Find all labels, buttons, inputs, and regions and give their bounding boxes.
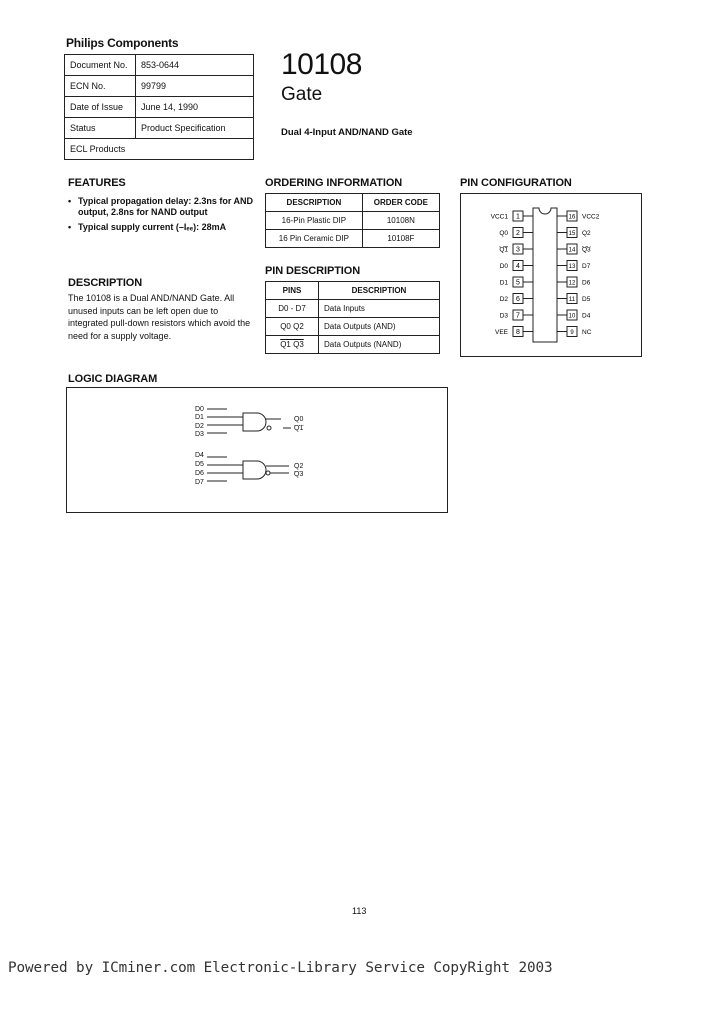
pin-number: 4: [516, 263, 520, 270]
pin-number: 12: [568, 280, 576, 287]
inverter-bubble: [267, 426, 271, 430]
pin-number: 11: [568, 297, 576, 303]
table-row: [266, 212, 440, 230]
pin-number: 16: [568, 214, 576, 221]
feature-item: • Typical supply current (–Iₑₑ): 28mA: [68, 222, 258, 233]
description-text: The 10108 is a Dual AND/NAND Gate. All unused inputs can be left open due to integrated pull-down resistors which avoid the need for a supply voltage.: [68, 293, 251, 341]
pin-number: 6: [516, 296, 520, 303]
and-nand-gate-2: [243, 461, 266, 479]
table-row: [266, 318, 440, 336]
logic-diagram: [67, 388, 447, 512]
pin-number: 2: [516, 230, 520, 237]
doc-info-value: June 14, 1990: [136, 97, 254, 118]
features-list: [68, 196, 258, 237]
table-row: [65, 97, 254, 118]
document-info-table: [64, 54, 254, 160]
pin-number: 1: [516, 213, 520, 221]
pin-name: D2: [499, 296, 508, 303]
table-row: [266, 230, 440, 248]
pin-name: Q2: [582, 230, 591, 237]
input-label: D7: [195, 479, 204, 486]
output-label: Q3: [294, 471, 304, 478]
table-row: [266, 300, 440, 318]
pin-name: D3: [499, 312, 508, 320]
logic-diagram-frame: [66, 387, 448, 513]
and-nand-gate-1: [243, 413, 266, 431]
pin-name: D7: [582, 263, 591, 270]
pin-number: 15: [568, 231, 576, 237]
product-line: ECL Products: [65, 139, 254, 160]
pin-names: D0 - D7: [266, 300, 319, 318]
input-label: D0: [195, 406, 204, 413]
logic-diagram-heading: LOGIC DIAGRAM: [68, 373, 158, 385]
inverter-bubble: [266, 471, 270, 475]
ordering-code: 10108N: [362, 212, 439, 230]
table-row: [65, 118, 254, 139]
pin-number: 7: [516, 312, 520, 320]
features-heading: FEATURES: [68, 177, 126, 189]
ordering-description: 16-Pin Plastic DIP: [266, 212, 363, 230]
pin-function: Data Inputs: [319, 300, 440, 318]
pin-name: VCC2: [582, 213, 600, 221]
input-label: D1: [195, 414, 204, 421]
ordering-header-code: ORDER CODE: [362, 194, 439, 212]
dip-package-diagram: [461, 194, 641, 356]
input-label: D6: [195, 470, 204, 477]
pin-name: Q1: [499, 246, 508, 254]
part-number: 10108: [281, 48, 362, 81]
input-label: D3: [195, 431, 204, 438]
ordering-header-description: DESCRIPTION: [266, 194, 363, 212]
output-label: Q0: [294, 416, 304, 423]
pin-name: D1: [499, 279, 508, 287]
pin-header-pins: PINS: [266, 282, 319, 300]
pin-name: NC: [582, 329, 592, 336]
page-number: 113: [352, 906, 367, 916]
pin-name: D6: [582, 279, 591, 287]
pin-description-heading: PIN DESCRIPTION: [265, 265, 361, 277]
pin-number: 5: [516, 279, 520, 287]
pin-function: Data Outputs (AND): [319, 318, 440, 336]
pin-name: Q3: [582, 246, 591, 254]
footer-credit: Powered by ICminer.com Electronic-Library Service CopyRight 2003: [8, 960, 553, 976]
doc-info-label: Date of Issue: [65, 97, 136, 118]
pin-function: Data Outputs (NAND): [319, 336, 440, 354]
company-name: Philips Components: [66, 36, 179, 50]
pin-name: D5: [582, 296, 591, 303]
doc-info-label: ECN No.: [65, 76, 136, 97]
pin-number: 9: [570, 330, 574, 336]
pin-number: 3: [516, 246, 520, 254]
output-label: Q2: [294, 463, 304, 470]
chip-body: [533, 208, 557, 342]
pin-names: Q1 Q3: [266, 336, 319, 354]
part-description: Dual 4-Input AND/NAND Gate: [281, 127, 413, 138]
table-row: [65, 55, 254, 76]
pin-name: VCC1: [490, 213, 508, 221]
pin-number: 14: [568, 247, 576, 254]
doc-info-label: Document No.: [65, 55, 136, 76]
input-label: D4: [195, 452, 204, 459]
doc-info-label: Status: [65, 118, 136, 139]
pin-name: VEE: [494, 329, 508, 336]
description-heading: DESCRIPTION: [68, 277, 143, 289]
pin-name: Q0: [499, 230, 508, 237]
ordering-description: 16 Pin Ceramic DIP: [266, 230, 363, 248]
input-label: D2: [195, 423, 204, 430]
pin-number: 13: [568, 264, 576, 270]
doc-info-value: 99799: [136, 76, 254, 97]
ordering-table: [265, 193, 440, 248]
table-row: [266, 336, 440, 354]
pin-config-frame: [460, 193, 642, 357]
feature-item: • Typical propagation delay: 2.3ns for AND output, 2.8ns for NAND output: [68, 196, 258, 218]
input-label: D5: [195, 461, 204, 468]
pin-header-description: DESCRIPTION: [319, 282, 440, 300]
part-type: Gate: [281, 84, 323, 105]
doc-info-value: Product Specification: [136, 118, 254, 139]
ordering-code: 10108F: [362, 230, 439, 248]
doc-info-value: 853-0644: [136, 55, 254, 76]
pin-number: 10: [568, 313, 576, 320]
table-row: [65, 139, 254, 160]
output-label: Q1: [294, 425, 304, 432]
pin-names: Q0 Q2: [266, 318, 319, 336]
table-row: [65, 76, 254, 97]
pin-number: 8: [516, 329, 520, 336]
ordering-heading: ORDERING INFORMATION: [265, 177, 403, 189]
pin-name: D4: [582, 312, 591, 320]
pin-description-table: [265, 281, 440, 354]
pin-name: D0: [499, 263, 508, 270]
pin-config-heading: PIN CONFIGURATION: [460, 177, 572, 189]
